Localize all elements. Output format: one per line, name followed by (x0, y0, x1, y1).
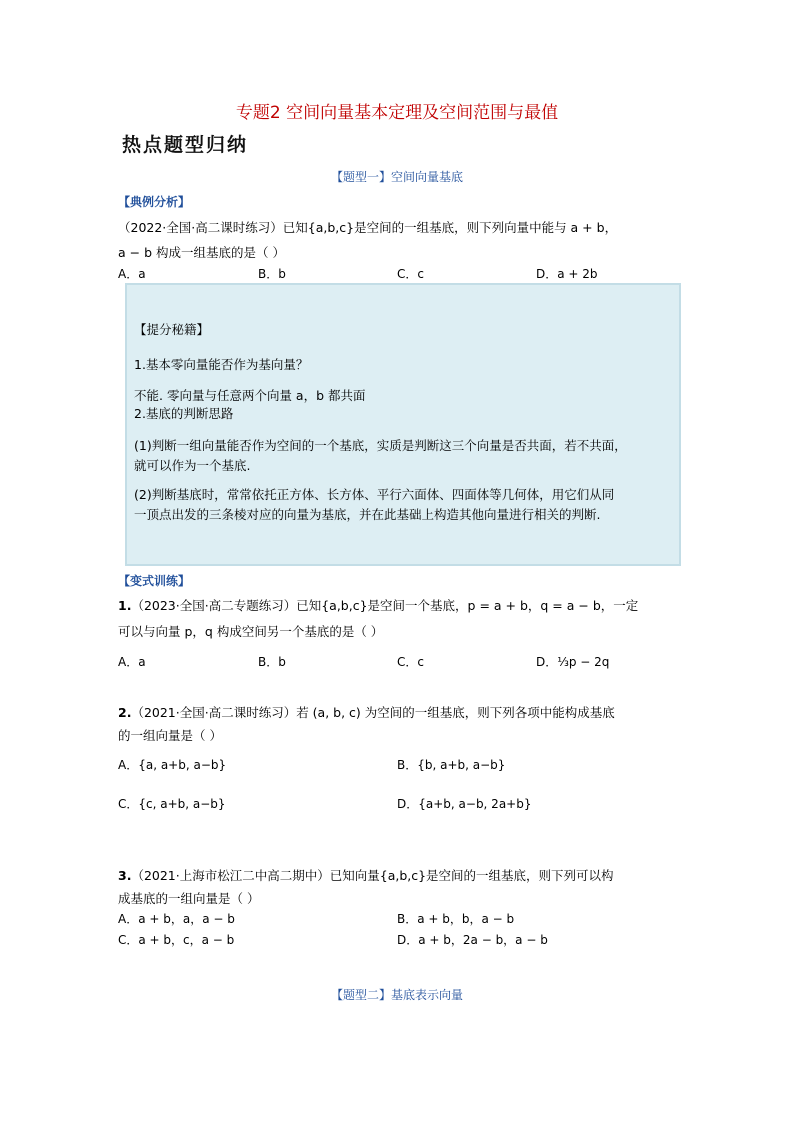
hot-topics-heading: 热点题型归纳 (122, 134, 249, 156)
q1-option-b: B．b (258, 655, 286, 669)
tips-heading: 【提分秘籍】 (134, 322, 210, 337)
q1-line-2: 可以与向量 p，q 构成空间另一个基底的是（ ） (118, 624, 384, 639)
example-line-1: （2022·全国·高二课时练习）已知{a,b,c}是空间的一组基底，则下列向量中能与 a + b， (118, 220, 618, 235)
q1-option-c: C．c (397, 655, 424, 669)
type1-heading: 【题型一】空间向量基底 (330, 170, 463, 184)
q3-line-1 (118, 866, 614, 884)
example-option-c: C．c (397, 267, 424, 281)
example-option-b: B．b (258, 267, 286, 281)
q1-line-1 (118, 596, 638, 614)
tips-line: 不能. 零向量与任意两个向量 a，b 都共面 (134, 388, 366, 403)
tips-line: (1)判断一组向量能否作为空间的一个基底，实质是判断这三个向量是否共面，若不共面， (134, 438, 627, 453)
q1-number: 1. (118, 598, 132, 613)
tips-line: 就可以作为一个基底. (134, 458, 251, 473)
q2-number: 2. (118, 705, 132, 720)
page-title: 专题2 空间向量基本定理及空间范围与最值 (235, 103, 559, 123)
q2-option-a: A．{a, a+b, a−b} (118, 758, 227, 772)
q1-text: （2023·全国·高二专题练习）已知{a,b,c}是空间一个基底，p = a + b，q = a − b，一定 (131, 598, 639, 613)
tips-line: 一顶点出发的三条棱对应的向量为基底，并在此基础上构造其他向量进行相关的判断. (134, 507, 601, 522)
example-heading: 【典例分析】 (118, 195, 191, 209)
q3-option-b: B．a + b，b，a − b (397, 912, 515, 926)
q1-option-d: D．⅓p − 2q (536, 655, 610, 669)
q1-option-a: A．a (118, 655, 146, 669)
example-option-a: A．a (118, 267, 146, 281)
q3-text: （2021·上海市松江二中高二期中）已知向量{a,b,c}是空间的一组基底，则下列可以构 (131, 868, 614, 883)
variant-heading: 【变式训练】 (118, 574, 191, 588)
q3-number: 3. (118, 868, 132, 883)
q2-option-d: D．{a+b, a−b, 2a+b} (397, 797, 532, 811)
q2-option-c: C．{c, a+b, a−b} (118, 797, 226, 811)
tips-line: 2.基底的判断思路 (134, 406, 234, 421)
q3-option-a: A．a + b，a，a − b (118, 912, 235, 926)
q2-line-2: 的一组向量是（ ） (118, 728, 222, 743)
q3-option-c: C．a + b，c，a − b (118, 933, 235, 947)
q2-text: （2021·全国·高二课时练习）若 (a, b, c) 为空间的一组基底，则下列各项中能构成基底 (131, 705, 615, 720)
q3-option-d: D．a + b，2a − b，a − b (397, 933, 548, 947)
type2-heading: 【题型二】基底表示向量 (330, 988, 463, 1002)
q2-option-b: B．{b, a+b, a−b} (397, 758, 506, 772)
example-line-2: a − b 构成一组基底的是（ ） (118, 245, 285, 260)
tips-line: (2)判断基底时，常常依托正方体、长方体、平行六面体、四面体等几何体，用它们从同 (134, 487, 615, 502)
q3-line-2: 成基底的一组向量是（ ） (118, 891, 260, 906)
example-option-d: D．a + 2b (536, 267, 598, 281)
tips-line: 1.基本零向量能否作为基向量？ (134, 357, 309, 372)
q2-line-1 (118, 703, 615, 721)
